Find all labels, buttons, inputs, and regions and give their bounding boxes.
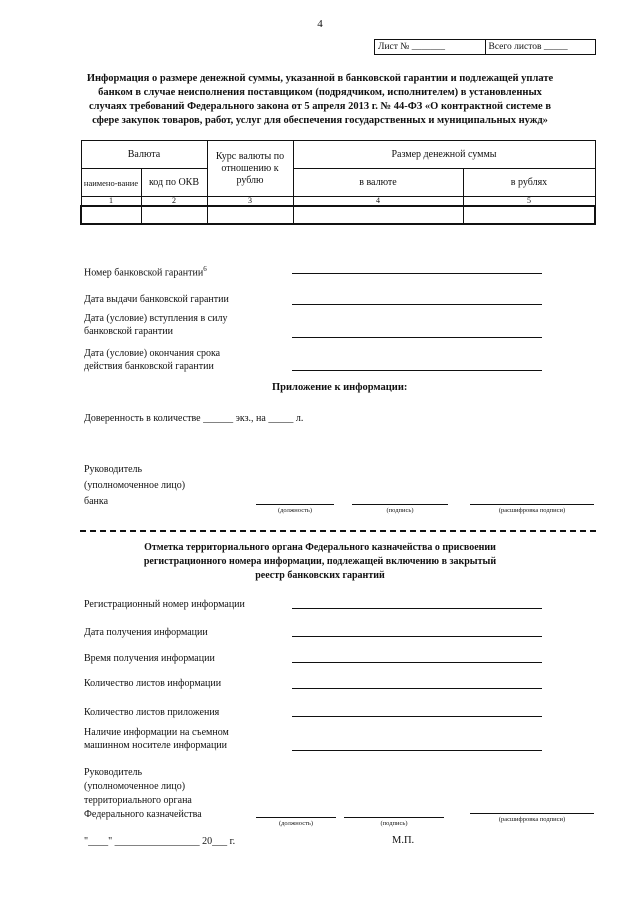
bank-head-label: банка (84, 496, 109, 507)
treasury-mark-title: Отметка территориального органа Федерального казначейства о присвоении регистрационного номера информации, подлежащей включению в закрытый реестр банковских гарантий (143, 542, 497, 581)
bank-signature-decode-field[interactable] (470, 504, 594, 505)
currency-table (80, 140, 596, 225)
bank-signature-field[interactable] (352, 504, 448, 505)
signature-decode-caption: (расшифровка подписи) (498, 507, 566, 514)
column-number: 3 (207, 197, 293, 207)
sheet-number-cell: Лист № _______ (375, 40, 486, 54)
sheets-appendix-label: Количество листов приложения (84, 707, 220, 718)
column-number: 4 (293, 197, 463, 207)
column-number: 2 (141, 197, 207, 207)
reg-number-label: Регистрационный номер информации (84, 599, 245, 610)
rate-cell[interactable] (207, 206, 293, 224)
issue-date-label: Дата выдачи банковской гарантии (84, 294, 229, 305)
treasury-signature-decode-field[interactable] (470, 813, 594, 814)
seal-place: М.П. (392, 835, 415, 846)
sheets-appendix-field[interactable] (292, 716, 542, 717)
rate-header: Курс валюты по отношению к рублю (207, 141, 293, 197)
currency-name-cell[interactable] (81, 206, 141, 224)
treasury-signature-field[interactable] (344, 817, 444, 818)
removable-media-label: машинном носителе информации (84, 740, 228, 751)
receipt-date-field[interactable] (292, 636, 542, 637)
sheets-info-field[interactable] (292, 688, 542, 689)
footnote-mark: 6 (203, 265, 207, 273)
sheets-info-label: Количество листов информации (84, 678, 222, 689)
signature-caption: (подпись) (386, 507, 414, 514)
okv-code-cell[interactable] (141, 206, 207, 224)
bank-head-label: Руководитель (84, 464, 143, 475)
bank-head-label: (уполномоченное лицо) (84, 480, 186, 491)
guarantee-number-field[interactable] (292, 273, 542, 274)
power-of-attorney-line[interactable]: Доверенность в количестве ______ экз., на _____ л. (84, 413, 304, 424)
in-rubles-cell[interactable] (463, 206, 595, 224)
in-currency-header: в валюте (293, 169, 463, 197)
treasury-head-label: Руководитель (84, 767, 143, 778)
appendix-title: Приложение к информации: (272, 382, 408, 393)
column-number: 1 (81, 197, 141, 207)
treasury-head-label: Федерального казначейства (84, 809, 202, 820)
column-number: 5 (463, 197, 595, 207)
effective-date-field[interactable] (292, 337, 542, 338)
cut-line (80, 530, 596, 532)
guarantee-number-label: Номер банковской гарантии$^6$ (84, 265, 207, 279)
receipt-time-label: Время получения информации (84, 653, 215, 664)
end-date-label: Дата (условие) окончания срока (84, 348, 221, 359)
position-caption: (должность) (278, 820, 314, 827)
page-number: 4 (317, 18, 323, 30)
total-sheets-cell: Всего листов _____ (488, 42, 568, 52)
treasury-position-field[interactable] (256, 817, 336, 818)
document-title: Информация о размере денежной суммы, указанной в банковской гарантии и подлежащей уплате банком в случае неисполнения поставщиком (подрядчиком, исполнителем) в установленных случаях требований Федерального закона от 5 апреля 2013 г. № 44-ФЗ «О контрактной системе в сфере закупок товаров, работ, услуг для обеспечения государственных и муниципальных нужд» (86, 73, 554, 126)
effective-date-label: банковской гарантии (84, 326, 173, 337)
receipt-time-field[interactable] (292, 662, 542, 663)
currency-header: Валюта (81, 141, 207, 169)
date-line[interactable]: "____" _________________ 20___ г. (84, 836, 236, 847)
receipt-date-label: Дата получения информации (84, 627, 208, 638)
removable-media-field[interactable] (292, 750, 542, 751)
end-date-label: действия банковской гарантии (84, 361, 214, 372)
reg-number-field[interactable] (292, 608, 542, 609)
removable-media-label: Наличие информации на съемном (84, 727, 229, 738)
signature-caption: (подпись) (380, 820, 408, 827)
sheet-number-box (374, 39, 596, 55)
treasury-head-label: территориального органа (84, 795, 192, 806)
issue-date-field[interactable] (292, 304, 542, 305)
okv-code-header: код по ОКВ (141, 169, 207, 197)
end-date-field[interactable] (292, 370, 542, 371)
in-currency-cell[interactable] (293, 206, 463, 224)
currency-name-header: наимено-вание (81, 169, 141, 197)
amount-header: Размер денежной суммы (293, 141, 595, 169)
bank-position-field[interactable] (256, 504, 334, 505)
effective-date-label: Дата (условие) вступления в силу (84, 313, 228, 324)
position-caption: (должность) (277, 507, 313, 514)
treasury-head-label: (уполномоченное лицо) (84, 781, 186, 792)
in-rubles-header: в рублях (463, 169, 595, 197)
signature-decode-caption: (расшифровка подписи) (498, 816, 566, 823)
